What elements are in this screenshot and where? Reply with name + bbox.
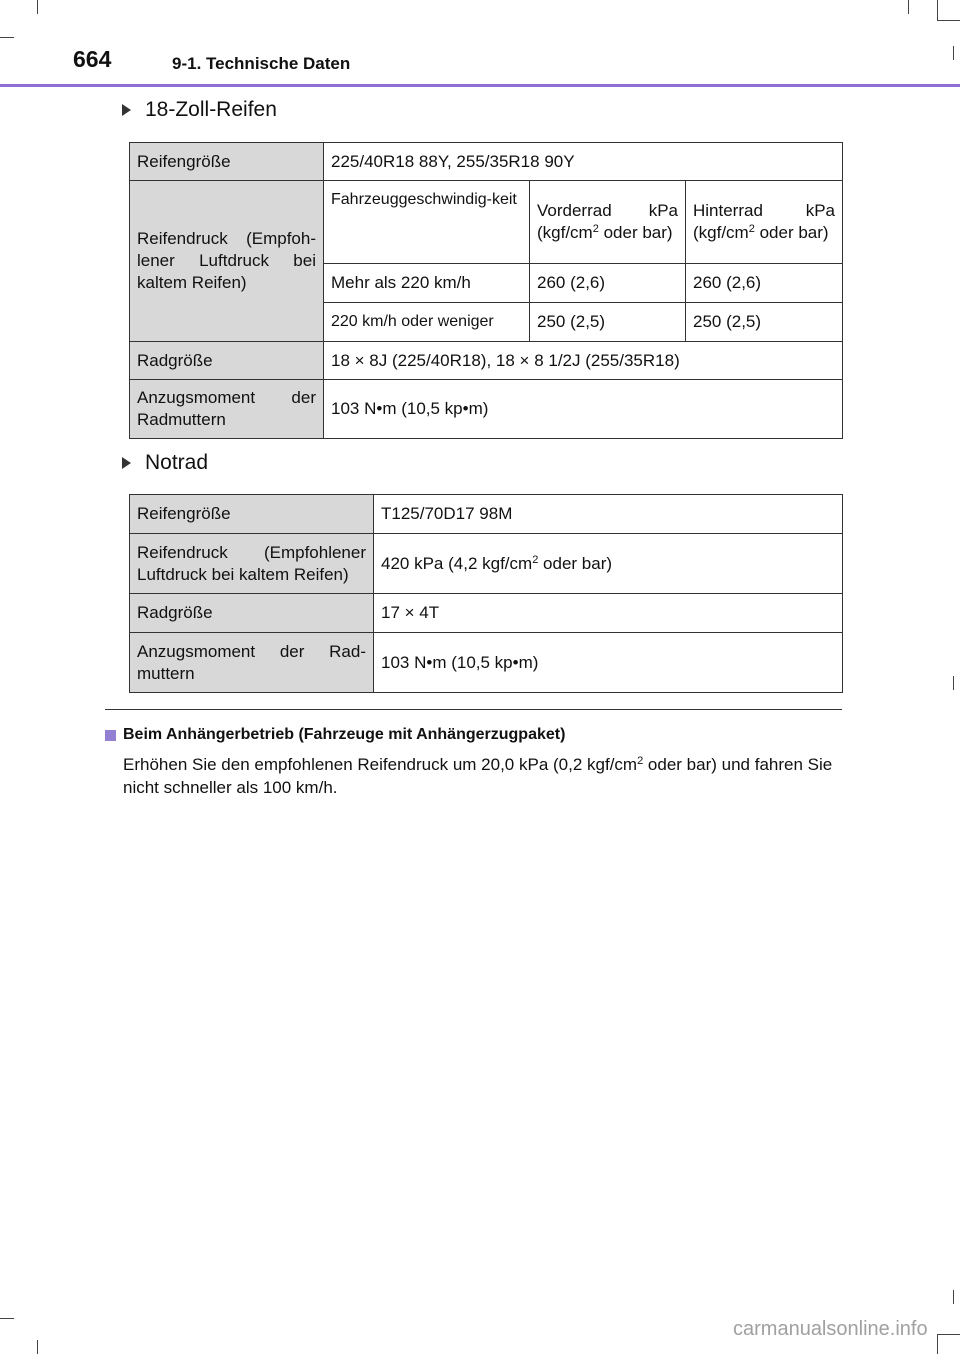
tire-size-value: 225/40R18 88Y, 255/35R18 90Y <box>324 143 843 181</box>
speed-value: Mehr als 220 km/h <box>324 264 530 303</box>
table-row <box>130 342 843 380</box>
crop-mark <box>953 1290 954 1304</box>
crop-mark <box>937 1334 938 1354</box>
crop-mark <box>953 46 954 60</box>
tire-size-label: Reifengröße <box>130 143 324 181</box>
crop-mark <box>908 0 909 14</box>
front-header-text: Vorderrad kPa (kgf/cm <box>537 201 678 242</box>
torque-label: Anzugsmoment der Radmuttern <box>130 380 324 439</box>
torque-value: 103 N•m (10,5 kp•m) <box>324 380 843 439</box>
crop-mark <box>37 0 38 14</box>
front-wheel-column-header <box>530 181 686 264</box>
page-number: 664 <box>73 46 112 72</box>
note-text-suffix: oder bar) und fahren Sie nicht schneller als 100 km/h. <box>123 755 833 797</box>
superscript: 2 <box>592 223 599 235</box>
table-row <box>130 594 843 633</box>
watermark-logo: carmanualsonline.info <box>733 1318 928 1340</box>
front-header-suffix: oder bar) <box>598 223 673 242</box>
rear-header-suffix: oder bar) <box>754 223 829 242</box>
note-heading-text: Beim Anhängerbetrieb (Fahrzeuge mit Anhängerzugpaket) <box>123 726 566 743</box>
crop-mark <box>953 676 954 690</box>
pressure-value-text: 420 kPa (4,2 kgf/cm <box>381 553 533 573</box>
tire-size-value: T125/70D17 98M <box>374 495 843 534</box>
superscript: 2 <box>532 553 539 566</box>
chapter-title: 9-1. Technische Daten <box>172 54 351 73</box>
triangle-bullet-icon <box>122 457 131 469</box>
crop-mark <box>937 0 938 20</box>
front-pressure-value: 260 (2,6) <box>530 264 686 303</box>
table-row <box>130 495 843 534</box>
crop-mark <box>937 20 960 21</box>
table-row <box>130 181 843 264</box>
crop-mark <box>37 1340 38 1354</box>
superscript: 2 <box>637 755 644 767</box>
front-pressure-value: 250 (2,5) <box>530 303 686 342</box>
header-rule <box>0 84 960 87</box>
tire-pressure-label: Reifendruck (Empfoh-lener Luftdruck bei kaltem Reifen) <box>130 181 324 342</box>
tire-size-label: Reifengröße <box>130 495 374 534</box>
rear-wheel-column-header <box>686 181 843 264</box>
note-heading <box>105 726 565 744</box>
rear-pressure-value: 250 (2,5) <box>686 303 843 342</box>
table-row <box>130 633 843 693</box>
wheel-size-value: 18 × 8J (225/40R18), 18 × 8 1/2J (255/35R18) <box>324 342 843 380</box>
pressure-value-suffix: oder bar) <box>538 553 613 573</box>
table-row <box>130 380 843 439</box>
section-title-18-inch <box>122 98 277 122</box>
wheel-size-label: Radgröße <box>130 594 374 633</box>
rear-pressure-value: 260 (2,6) <box>686 264 843 303</box>
note-body <box>123 753 841 799</box>
wheel-size-value: 17 × 4T <box>374 594 843 633</box>
section-title-text: Notrad <box>145 451 209 474</box>
tire-pressure-value <box>374 534 843 594</box>
crop-mark <box>0 37 14 38</box>
torque-label: Anzugsmoment der Rad-muttern <box>130 633 374 693</box>
section-title-text: 18-Zoll-Reifen <box>145 98 277 121</box>
speed-value: 220 km/h oder weniger <box>324 303 530 342</box>
section-divider <box>105 709 842 710</box>
crop-mark <box>0 1318 14 1319</box>
tire-spec-table-spare <box>129 494 843 693</box>
torque-value: 103 N•m (10,5 kp•m) <box>374 633 843 693</box>
note-text: Erhöhen Sie den empfohlenen Reifendruck um 20,0 kPa (0,2 kgf/cm <box>123 755 638 774</box>
superscript: 2 <box>748 223 755 235</box>
tire-spec-table-18-inch <box>129 142 843 439</box>
tire-pressure-label: Reifendruck (Empfohlener Luftdruck bei kaltem Reifen) <box>130 534 374 594</box>
rear-header-text: Hinterrad kPa (kgf/cm <box>693 201 835 242</box>
crop-mark <box>937 1334 960 1335</box>
triangle-bullet-icon <box>122 104 131 116</box>
table-row <box>130 534 843 594</box>
table-row <box>130 143 843 181</box>
wheel-size-label: Radgröße <box>130 342 324 380</box>
square-bullet-icon <box>105 730 116 741</box>
speed-column-header: Fahrzeuggeschwindig-keit <box>324 181 530 264</box>
section-title-spare <box>122 451 208 475</box>
